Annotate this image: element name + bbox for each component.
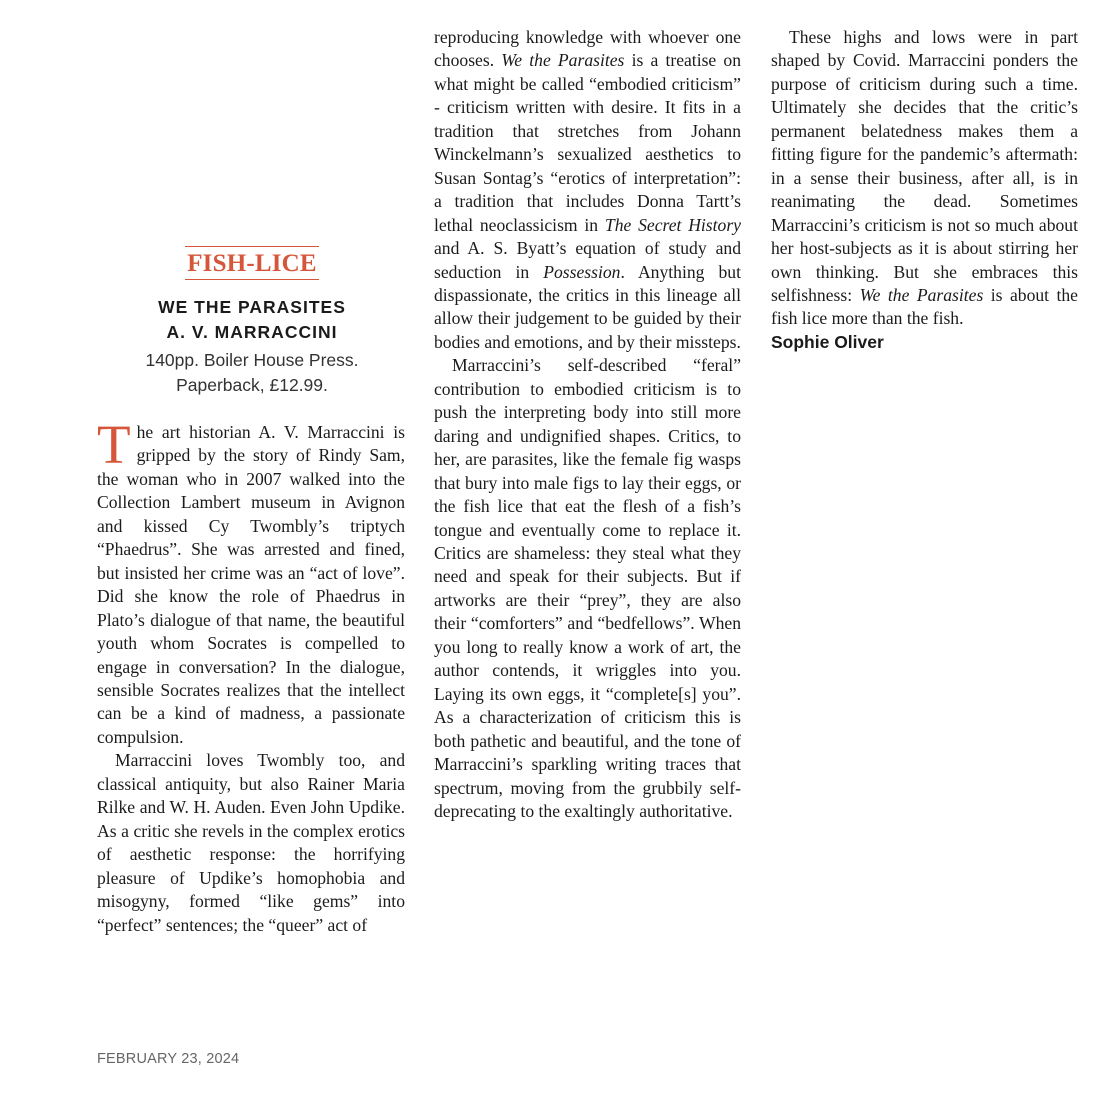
book-author: A. V. MARRACCINI [166, 322, 338, 342]
p3-text-a: reproducing knowledge with whoever one chooses. [434, 27, 741, 71]
paragraph-1 [97, 414, 405, 749]
p5-italic-title: We the Parasites [859, 284, 984, 305]
byline: Sophie Oliver [771, 331, 884, 352]
paragraph-5 [771, 26, 1078, 331]
paragraph-3 [434, 26, 741, 354]
section-kicker: FISH-LICE [185, 246, 319, 280]
p5-text-b: is about the fish lice more than the fish. [771, 284, 1078, 329]
column-3 [771, 26, 1078, 354]
book-title: WE THE PARASITES [158, 297, 346, 317]
p3-text-d: . Anything but dispassionate, the critics in this lineage all allow their judgement to be guided by their bodies and emotions, and by their missteps. [434, 261, 741, 352]
book-details-line-1: 140pp. Boiler House Press. [145, 350, 359, 370]
p3-italic-title-3: Possession [543, 261, 621, 282]
drop-cap: T [97, 414, 131, 475]
p3-italic-title-2: The Secret History [604, 214, 741, 235]
p5-text-a: These highs and lows were in part shaped by Covid. Marraccini ponders the purpose of criticism during such a time. Ultimately she decides that the critic’s permanent belatedness makes them a fitting figure for the pandemic’s aftermath: in a sense their business, after all, is in reanimating the dead. Sometimes Marraccini’s criticism is not so much about her host-subjects as it is about stirring her own thinking. But she embraces this selfishness: [771, 27, 1078, 305]
p3-italic-title-1: We the Parasites [501, 50, 625, 71]
kicker-wrapper [97, 246, 407, 280]
column-2 [434, 26, 741, 823]
book-details-line-2: Paperback, £12.99. [176, 375, 328, 395]
paragraph-1-text: he art historian A. V. Marraccini is gripped by the story of Rindy Sam, the woman who in 2007 walked into the Collection Lambert museum in Avignon and kissed Cy Twombly’s triptych “Phaedrus”. She was arrested and fined, but insisted her crime was an “act of love”. Did she know the role of Phaedrus in Plato’s dialogue of that name, the beautiful youth whom Socrates is compelled to engage in conversation? In the dialogue, sensible Socrates realizes that the intellect can be a kind of madness, a passionate compulsion. [97, 422, 405, 747]
column-1 [97, 414, 405, 937]
paragraph-2: Marraccini loves Twombly too, and classical antiquity, but also Rainer Maria Rilke and W. H. Auden. Even John Updike. As a critic she revels in the complex erotics of aesthetic response: the horrifying pleasure of Updike’s homophobia and misogyny, formed “like gems” into “perfect” sentences; the “queer” act of [97, 750, 405, 935]
issue-date: FEBRUARY 23, 2024 [97, 1051, 240, 1067]
p3-text-c: and A. S. Byatt’s equation of study and seduction in [434, 238, 741, 282]
book-details [97, 348, 407, 398]
paragraph-4: Marraccini’s self-described “feral” contribution to embodied criticism is to push the interpreting body into still more daring and undignified shapes. Critics, to her, are parasites, like the female fig wasps that bury into male figs to lay their eggs, or the fish lice that eat the flesh of a fish’s tongue and eventually come to replace it. Critics are shameless: they steal what they need and speak for their subjects. But if artworks are their “prey”, they are also their “comforters” and “bedfellows”. When you long to really know a work of art, the author contends, it wriggles into you. Laying its own eggs, it “complete[s] you”. As a characterization of criticism this is both pathetic and beautiful, and the tone of Marraccini’s sparkling writing traces that spectrum, moving from the grubbily self-deprecating to the exaltingly authoritative. [434, 355, 741, 821]
p3-text-b: is a treatise on what might be called “embodied criticism” - criticism written with desire. It fits in a tradition that stretches from Johann Winckelmann’s sexualized aesthetics to Susan Sontag’s “erotics of interpretation”: a tradition that includes Donna Tartt’s lethal neoclassicism in [434, 50, 741, 235]
